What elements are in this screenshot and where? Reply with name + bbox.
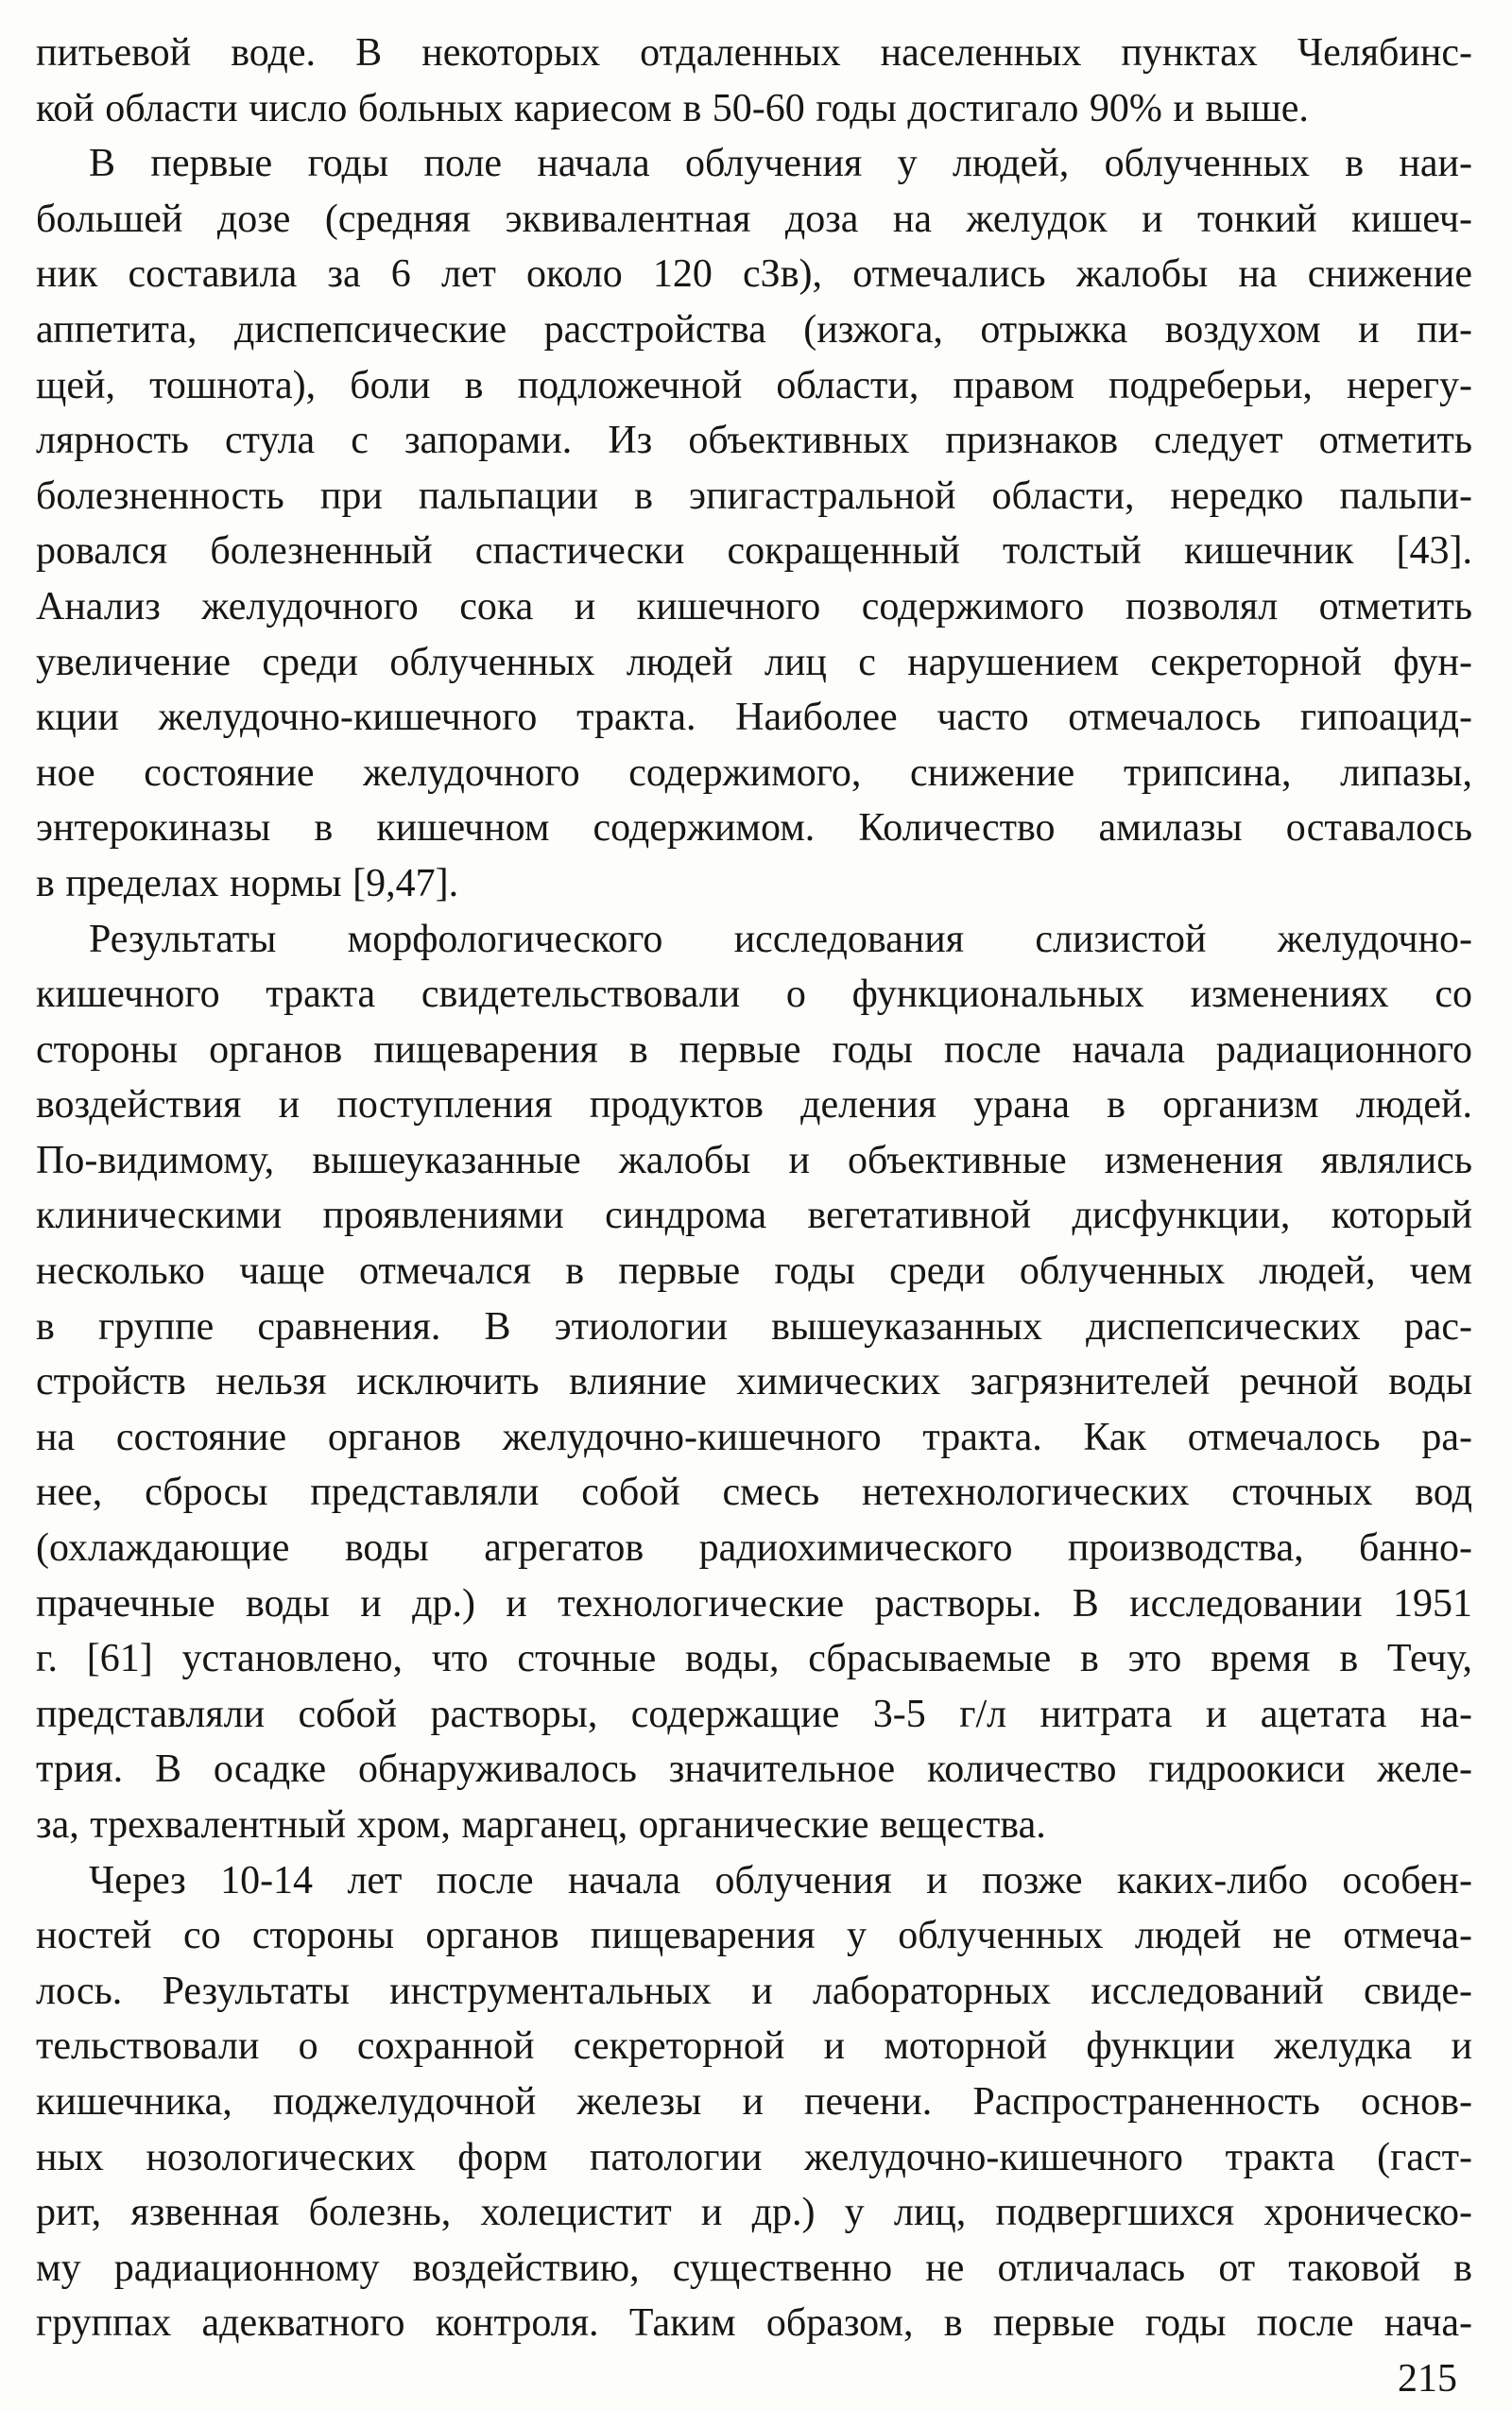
text-line: тельствовали о сохранной секреторной и моторной функции желудка и bbox=[36, 2024, 1472, 2069]
text-line: Через 10-14 лет после начала облучения и позже каких-либо особен- bbox=[89, 1858, 1472, 1902]
text-line: По-видимому, вышеуказанные жалобы и объективные изменения являлись bbox=[36, 1138, 1472, 1182]
text-line: г. [61] установлено, что сточные воды, сбрасываемые в это время в Течу, bbox=[36, 1637, 1472, 1681]
text-line: щей, тошнота), боли в подложечной области, правом подреберьи, нерегу- bbox=[36, 363, 1472, 407]
text-line: стороны органов пищеварения в первые годы после начала радиационного bbox=[36, 1027, 1472, 1072]
text-line: ровался болезненный спастически сокращенный толстый кишечник [43]. bbox=[36, 529, 1472, 574]
paragraph bbox=[36, 1853, 1472, 2351]
text-line: энтерокиназы в кишечном содержимом. Количество амилазы оставалось bbox=[36, 806, 1472, 851]
text-line: В первые годы поле начала облучения у людей, облученных в наи- bbox=[89, 142, 1472, 186]
page-number: 215 bbox=[1398, 2357, 1457, 2401]
text-line: ных нозологических форм патологии желудочно-кишечного тракта (гаст- bbox=[36, 2135, 1472, 2179]
text-line: (охлаждающие воды агрегатов радиохимического производства, банно- bbox=[36, 1526, 1472, 1571]
text-line: в группе сравнения. В этиологии вышеуказанных диспепсических рас- bbox=[36, 1304, 1472, 1349]
text-line: ностей со стороны органов пищеварения у облученных людей не отмеча- bbox=[36, 1914, 1472, 1958]
text-line: в пределах нормы [9,47]. bbox=[36, 861, 459, 905]
text-line: кишечного тракта свидетельствовали о функциональных изменениях со bbox=[36, 973, 1472, 1017]
text-line: ное состояние желудочного содержимого, снижение трипсина, липазы, bbox=[36, 750, 1472, 795]
text-line: аппетита, диспепсические расстройства (изжога, отрыжка воздухом и пи- bbox=[36, 307, 1472, 352]
text-line: группах адекватного контроля. Таким образом, в первые годы после нача- bbox=[36, 2301, 1472, 2346]
text-line: лярность стула с запорами. Из объективных признаков следует отметить bbox=[36, 419, 1472, 463]
text-line: несколько чаще отмечался в первые годы среди облученных людей, чем bbox=[36, 1249, 1472, 1294]
text-line: воздействия и поступления продуктов деления урана в организм людей. bbox=[36, 1083, 1472, 1128]
text-line: рит, язвенная болезнь, холецистит и др.) у лиц, подвергшихся хроническо- bbox=[36, 2191, 1472, 2235]
text-line: ник составила за 6 лет около 120 сЗв), отмечались жалобы на снижение bbox=[36, 252, 1472, 297]
text-line: кишечника, поджелудочной железы и печени. Распространенность основ- bbox=[36, 2079, 1472, 2124]
text-line: болезненность при пальпации в эпигастральной области, нередко пальпи- bbox=[36, 473, 1472, 518]
text-line: му радиационному воздействию, существенно не отличалась от таковой в bbox=[36, 2246, 1472, 2290]
text-line: Анализ желудочного сока и кишечного содержимого позволял отметить bbox=[36, 584, 1472, 628]
text-line: за, трехвалентный хром, марганец, органические вещества. bbox=[36, 1803, 1046, 1847]
paragraph bbox=[36, 912, 1472, 1853]
paragraph bbox=[36, 26, 1472, 136]
text-line: трия. В осадке обнаруживалось значительное количество гидроокиси желе- bbox=[36, 1747, 1472, 1792]
text-line: нее, сбросы представляли собой смесь нетехнологических сточных вод bbox=[36, 1471, 1472, 1515]
text-line: стройств нельзя исключить влияние химических загрязнителей речной воды bbox=[36, 1360, 1472, 1404]
text-line: питьевой воде. В некоторых отдаленных населенных пунктах Челябинс- bbox=[36, 31, 1472, 75]
text-line: увеличение среди облученных людей лиц с нарушением секреторной фун- bbox=[36, 640, 1472, 684]
text-line: Результаты морфологического исследования слизистой желудочно- bbox=[89, 917, 1472, 961]
text-line: представляли собой растворы, содержащие 3-5 г/л нитрата и ацетата на- bbox=[36, 1692, 1472, 1736]
body-text bbox=[36, 26, 1472, 2351]
text-line: кой области число больных кариесом в 50-60 годы достигало 90% и выше. bbox=[36, 86, 1309, 130]
text-line: лось. Результаты инструментальных и лабораторных исследований свиде- bbox=[36, 1969, 1472, 2013]
text-line: кции желудочно-кишечного тракта. Наиболее часто отмечалось гипоацид- bbox=[36, 696, 1472, 740]
text-line: большей дозе (средняя эквивалентная доза на желудок и тонкий кишеч- bbox=[36, 197, 1472, 241]
text-line: клиническими проявлениями синдрома вегетативной дисфункции, который bbox=[36, 1194, 1472, 1238]
text-line: прачечные воды и др.) и технологические растворы. В исследовании 1951 bbox=[36, 1581, 1472, 1626]
text-line: на состояние органов желудочно-кишечного тракта. Как отмечалось ра- bbox=[36, 1415, 1472, 1459]
paragraph bbox=[36, 136, 1472, 911]
